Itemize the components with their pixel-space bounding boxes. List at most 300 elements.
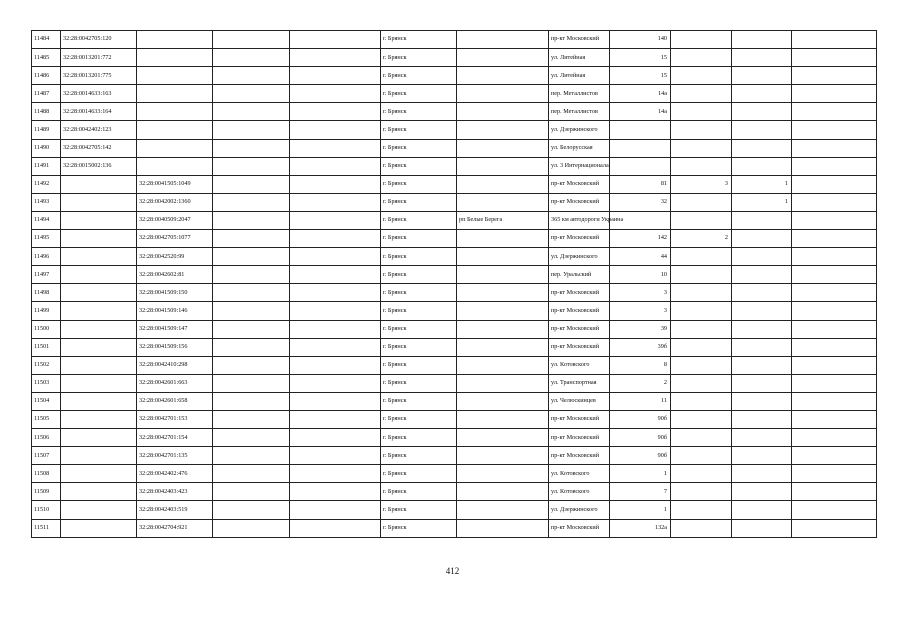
cell-building [671, 429, 732, 447]
table-row [32, 410, 877, 428]
cell-apartment: 1 [732, 175, 792, 193]
cell-locality: рп Белые Берега [457, 211, 549, 229]
cell-empty [290, 447, 381, 465]
cell-street: пр-кт Московский [549, 193, 610, 211]
cell-city: г. Брянск [381, 139, 457, 157]
cell-empty [213, 193, 290, 211]
cell-city: г. Брянск [381, 230, 457, 248]
cell-cadastral-number-alt [137, 31, 213, 49]
cell-record-number: 11492 [32, 175, 61, 193]
cell-locality [457, 67, 549, 85]
cell-cadastral-number-alt [137, 49, 213, 67]
cell-apartment [732, 67, 792, 85]
table-row [32, 175, 877, 193]
cell-cadastral-number [61, 338, 137, 356]
cell-cadastral-number-alt: 32:28:0042601:658 [137, 392, 213, 410]
cell-apartment [732, 483, 792, 501]
cell-street: пр-кт Московский [549, 302, 610, 320]
cell-building [671, 31, 732, 49]
cell-empty [213, 31, 290, 49]
cell-empty [792, 31, 877, 49]
cell-empty [792, 211, 877, 229]
cell-city: г. Брянск [381, 31, 457, 49]
cell-cadastral-number-alt: 32:28:0042602:81 [137, 266, 213, 284]
cell-locality [457, 501, 549, 519]
cell-house: 11 [610, 392, 671, 410]
table-row [32, 501, 877, 519]
cell-cadastral-number: 32:28:0042402:123 [61, 121, 137, 139]
cell-city: г. Брянск [381, 266, 457, 284]
cell-locality [457, 193, 549, 211]
cell-cadastral-number-alt: 32:28:0042701:153 [137, 410, 213, 428]
cell-street: ул. Котовского [549, 465, 610, 483]
table-row [32, 447, 877, 465]
cell-building [671, 447, 732, 465]
cell-apartment [732, 338, 792, 356]
cell-cadastral-number: 32:28:0042705:142 [61, 139, 137, 157]
cell-locality [457, 49, 549, 67]
cell-empty [792, 85, 877, 103]
cell-cadastral-number [61, 429, 137, 447]
cell-record-number: 11487 [32, 85, 61, 103]
cell-cadastral-number-alt: 32:28:0042402:476 [137, 465, 213, 483]
cell-building [671, 121, 732, 139]
cell-city: г. Брянск [381, 284, 457, 302]
cell-house: 132а [610, 519, 671, 537]
cell-record-number: 11493 [32, 193, 61, 211]
cell-city: г. Брянск [381, 103, 457, 121]
cell-city: г. Брянск [381, 121, 457, 139]
cell-building [671, 519, 732, 537]
table-row [32, 374, 877, 392]
cell-house: 1 [610, 465, 671, 483]
cell-empty [213, 501, 290, 519]
cell-empty [792, 103, 877, 121]
cell-apartment [732, 211, 792, 229]
table-row [32, 320, 877, 338]
cell-empty [290, 67, 381, 85]
cell-street: ул. Транспортная [549, 374, 610, 392]
table-row [32, 230, 877, 248]
cell-city: г. Брянск [381, 49, 457, 67]
cell-empty [213, 392, 290, 410]
cell-street: пр-кт Московский [549, 429, 610, 447]
cell-apartment [732, 157, 792, 175]
cell-record-number: 11508 [32, 465, 61, 483]
cell-cadastral-number-alt: 32:28:0041505:1049 [137, 175, 213, 193]
cell-empty [290, 266, 381, 284]
cell-empty [213, 248, 290, 266]
cell-locality [457, 31, 549, 49]
cell-empty [792, 410, 877, 428]
cell-cadastral-number-alt: 32:28:0041509:150 [137, 284, 213, 302]
cell-city: г. Брянск [381, 483, 457, 501]
cell-empty [213, 211, 290, 229]
cell-empty [792, 175, 877, 193]
cell-locality [457, 266, 549, 284]
table-row [32, 121, 877, 139]
cell-house [610, 157, 671, 175]
cell-cadastral-number [61, 248, 137, 266]
cell-apartment [732, 392, 792, 410]
cell-cadastral-number [61, 374, 137, 392]
cell-cadastral-number-alt: 32:28:0042403:519 [137, 501, 213, 519]
cell-house: 32 [610, 193, 671, 211]
cell-empty [213, 103, 290, 121]
cell-city: г. Брянск [381, 465, 457, 483]
cell-apartment [732, 248, 792, 266]
cell-empty [213, 175, 290, 193]
cell-cadastral-number [61, 447, 137, 465]
cell-street: ул. 3 Интернационала [549, 157, 610, 175]
cell-locality [457, 248, 549, 266]
cell-city: г. Брянск [381, 447, 457, 465]
cell-street: пр-кт Московский [549, 447, 610, 465]
cell-city: г. Брянск [381, 356, 457, 374]
cell-record-number: 11510 [32, 501, 61, 519]
cell-house: 39 [610, 320, 671, 338]
cell-empty [213, 429, 290, 447]
cell-locality [457, 175, 549, 193]
cell-cadastral-number-alt [137, 121, 213, 139]
cell-empty [290, 85, 381, 103]
cell-building [671, 85, 732, 103]
cell-street: ул. Литейная [549, 67, 610, 85]
cell-building [671, 465, 732, 483]
table-row [32, 31, 877, 49]
cell-record-number: 11486 [32, 67, 61, 85]
cell-apartment [732, 85, 792, 103]
cell-apartment [732, 302, 792, 320]
table-row [32, 211, 877, 229]
cell-cadastral-number: 32:28:0015002:136 [61, 157, 137, 175]
cell-house: 14а [610, 103, 671, 121]
cell-record-number: 11503 [32, 374, 61, 392]
table-row [32, 49, 877, 67]
cell-empty [792, 447, 877, 465]
cell-building [671, 501, 732, 519]
cell-city: г. Брянск [381, 211, 457, 229]
cell-house: 2 [610, 374, 671, 392]
cell-empty [290, 320, 381, 338]
cell-building [671, 248, 732, 266]
cell-empty [792, 392, 877, 410]
cell-city: г. Брянск [381, 410, 457, 428]
cell-locality [457, 447, 549, 465]
table-row [32, 465, 877, 483]
cell-cadastral-number-alt: 32:28:0042705:1077 [137, 230, 213, 248]
cell-empty [213, 338, 290, 356]
cell-locality [457, 356, 549, 374]
cell-empty [792, 266, 877, 284]
cell-house: 90б [610, 410, 671, 428]
cell-record-number: 11489 [32, 121, 61, 139]
cell-cadastral-number [61, 266, 137, 284]
cell-cadastral-number-alt [137, 85, 213, 103]
cell-empty [792, 121, 877, 139]
cell-apartment [732, 429, 792, 447]
cell-apartment [732, 501, 792, 519]
page-number: 412 [445, 566, 460, 576]
cell-locality [457, 85, 549, 103]
cell-building [671, 338, 732, 356]
cell-locality [457, 302, 549, 320]
cell-street: пер. Металлистов [549, 103, 610, 121]
cell-street: 365 км автодороги Украина [549, 211, 610, 229]
cell-empty [213, 356, 290, 374]
cell-empty [290, 175, 381, 193]
cell-cadastral-number-alt [137, 157, 213, 175]
cell-building [671, 157, 732, 175]
cell-city: г. Брянск [381, 429, 457, 447]
cell-house: 15 [610, 49, 671, 67]
cell-building [671, 211, 732, 229]
cell-building [671, 356, 732, 374]
cell-house: 90б [610, 429, 671, 447]
cell-empty [792, 230, 877, 248]
cell-house: 142 [610, 230, 671, 248]
cell-street: ул. Дзержинского [549, 248, 610, 266]
cell-empty [290, 248, 381, 266]
cell-building [671, 49, 732, 67]
cell-empty [290, 483, 381, 501]
cell-apartment [732, 465, 792, 483]
cell-street: пер. Уральский [549, 266, 610, 284]
cell-building [671, 410, 732, 428]
cell-empty [290, 31, 381, 49]
cell-cadastral-number-alt [137, 67, 213, 85]
cell-cadastral-number-alt: 32:28:0041509:146 [137, 302, 213, 320]
cell-empty [290, 519, 381, 537]
cell-apartment [732, 320, 792, 338]
cell-apartment [732, 410, 792, 428]
cell-street: ул. Дзержинского [549, 121, 610, 139]
cell-cadastral-number-alt: 32:28:0041509:147 [137, 320, 213, 338]
cell-locality [457, 139, 549, 157]
table-row [32, 519, 877, 537]
cell-empty [213, 320, 290, 338]
cell-house: 8 [610, 356, 671, 374]
cell-cadastral-number-alt: 32:28:0042601:663 [137, 374, 213, 392]
cell-city: г. Брянск [381, 519, 457, 537]
cell-empty [792, 320, 877, 338]
cell-cadastral-number [61, 392, 137, 410]
cell-record-number: 11505 [32, 410, 61, 428]
cell-cadastral-number [61, 175, 137, 193]
cell-apartment [732, 139, 792, 157]
cell-empty [213, 139, 290, 157]
cell-building [671, 320, 732, 338]
cell-empty [290, 121, 381, 139]
cell-empty [792, 157, 877, 175]
table-row [32, 429, 877, 447]
cell-record-number: 11502 [32, 356, 61, 374]
cell-house: 7 [610, 483, 671, 501]
cell-empty [213, 49, 290, 67]
cell-empty [290, 465, 381, 483]
cell-cadastral-number [61, 501, 137, 519]
cell-cadastral-number [61, 302, 137, 320]
cell-cadastral-number-alt: 32:28:0042410:298 [137, 356, 213, 374]
cell-empty [213, 519, 290, 537]
cell-house: 44 [610, 248, 671, 266]
cell-empty [792, 356, 877, 374]
cell-empty [213, 266, 290, 284]
cell-apartment: 1 [732, 193, 792, 211]
cell-record-number: 11509 [32, 483, 61, 501]
cell-empty [792, 193, 877, 211]
cell-empty [213, 302, 290, 320]
cell-locality [457, 519, 549, 537]
cell-empty [792, 49, 877, 67]
cell-apartment [732, 31, 792, 49]
cell-empty [792, 519, 877, 537]
cell-record-number: 11488 [32, 103, 61, 121]
cell-cadastral-number-alt: 32:28:0042403:423 [137, 483, 213, 501]
cell-cadastral-number [61, 483, 137, 501]
table-row [32, 193, 877, 211]
cell-street: пр-кт Московский [549, 284, 610, 302]
cell-cadastral-number [61, 193, 137, 211]
cell-cadastral-number [61, 284, 137, 302]
cell-record-number: 11507 [32, 447, 61, 465]
cell-empty [792, 465, 877, 483]
cell-cadastral-number [61, 320, 137, 338]
cell-street: пр-кт Московский [549, 230, 610, 248]
cell-apartment [732, 519, 792, 537]
cell-cadastral-number: 32:28:0014633:163 [61, 85, 137, 103]
cell-apartment [732, 447, 792, 465]
cell-locality [457, 121, 549, 139]
cell-empty [792, 302, 877, 320]
cell-city: г. Брянск [381, 193, 457, 211]
cell-building [671, 193, 732, 211]
cell-empty [213, 121, 290, 139]
cell-house: 1 [610, 501, 671, 519]
cell-record-number: 11501 [32, 338, 61, 356]
cell-cadastral-number: 32:28:0013201:775 [61, 67, 137, 85]
cell-city: г. Брянск [381, 338, 457, 356]
cell-empty [290, 157, 381, 175]
cell-street: пр-кт Московский [549, 320, 610, 338]
table-row [32, 157, 877, 175]
cell-empty [792, 501, 877, 519]
cell-cadastral-number [61, 356, 137, 374]
registry-table [31, 30, 877, 538]
cell-empty [290, 429, 381, 447]
cell-empty [792, 483, 877, 501]
cell-cadastral-number-alt: 32:28:0040509:2047 [137, 211, 213, 229]
cell-street: ул. Котовского [549, 483, 610, 501]
table-body [32, 31, 877, 538]
cell-record-number: 11496 [32, 248, 61, 266]
cell-empty [290, 103, 381, 121]
cell-cadastral-number-alt [137, 103, 213, 121]
cell-house: 3 [610, 284, 671, 302]
cell-locality [457, 410, 549, 428]
cell-empty [213, 67, 290, 85]
cell-empty [792, 429, 877, 447]
cell-record-number: 11490 [32, 139, 61, 157]
cell-empty [290, 410, 381, 428]
cell-house: 3 [610, 302, 671, 320]
cell-locality [457, 338, 549, 356]
cell-street: ул. Дзержинского [549, 501, 610, 519]
cell-house: 90б [610, 447, 671, 465]
cell-house [610, 139, 671, 157]
cell-building: 2 [671, 230, 732, 248]
cell-locality [457, 483, 549, 501]
cell-record-number: 11491 [32, 157, 61, 175]
cell-street: ул. Литейная [549, 49, 610, 67]
cell-street: пр-кт Московский [549, 31, 610, 49]
table-row [32, 338, 877, 356]
cell-locality [457, 429, 549, 447]
table-row [32, 266, 877, 284]
cell-apartment [732, 356, 792, 374]
cell-street: ул. Челюскинцев [549, 392, 610, 410]
cell-street: пр-кт Московский [549, 338, 610, 356]
cell-street: пр-кт Московский [549, 410, 610, 428]
cell-locality [457, 392, 549, 410]
cell-apartment [732, 374, 792, 392]
cell-city: г. Брянск [381, 374, 457, 392]
table-row [32, 85, 877, 103]
cell-cadastral-number-alt: 32:28:0042701:135 [137, 447, 213, 465]
table-row [32, 103, 877, 121]
cell-cadastral-number-alt: 32:28:0042520:99 [137, 248, 213, 266]
cell-empty [290, 284, 381, 302]
cell-empty [290, 230, 381, 248]
cell-record-number: 11498 [32, 284, 61, 302]
cell-empty [290, 392, 381, 410]
cell-city: г. Брянск [381, 320, 457, 338]
cell-empty [792, 67, 877, 85]
cell-building [671, 67, 732, 85]
cell-city: г. Брянск [381, 67, 457, 85]
cell-record-number: 11504 [32, 392, 61, 410]
cell-cadastral-number [61, 230, 137, 248]
cell-street: ул. Котовского [549, 356, 610, 374]
cell-cadastral-number-alt: 32:28:0042704:921 [137, 519, 213, 537]
cell-apartment [732, 284, 792, 302]
cell-empty [792, 284, 877, 302]
cell-record-number: 11495 [32, 230, 61, 248]
cell-house: 39б [610, 338, 671, 356]
cell-apartment [732, 266, 792, 284]
cell-building [671, 103, 732, 121]
cell-record-number: 11506 [32, 429, 61, 447]
cell-building [671, 266, 732, 284]
cell-street: ул. Белорусская [549, 139, 610, 157]
cell-record-number: 11484 [32, 31, 61, 49]
cell-city: г. Брянск [381, 248, 457, 266]
table-row [32, 284, 877, 302]
cell-locality [457, 465, 549, 483]
cell-empty [792, 374, 877, 392]
cell-cadastral-number: 32:28:0014633:164 [61, 103, 137, 121]
cell-city: г. Брянск [381, 85, 457, 103]
cell-city: г. Брянск [381, 157, 457, 175]
cell-city: г. Брянск [381, 302, 457, 320]
cell-empty [290, 501, 381, 519]
cell-empty [213, 230, 290, 248]
cell-empty [792, 248, 877, 266]
cell-apartment [732, 121, 792, 139]
cell-empty [290, 49, 381, 67]
cell-empty [290, 193, 381, 211]
cell-locality [457, 157, 549, 175]
